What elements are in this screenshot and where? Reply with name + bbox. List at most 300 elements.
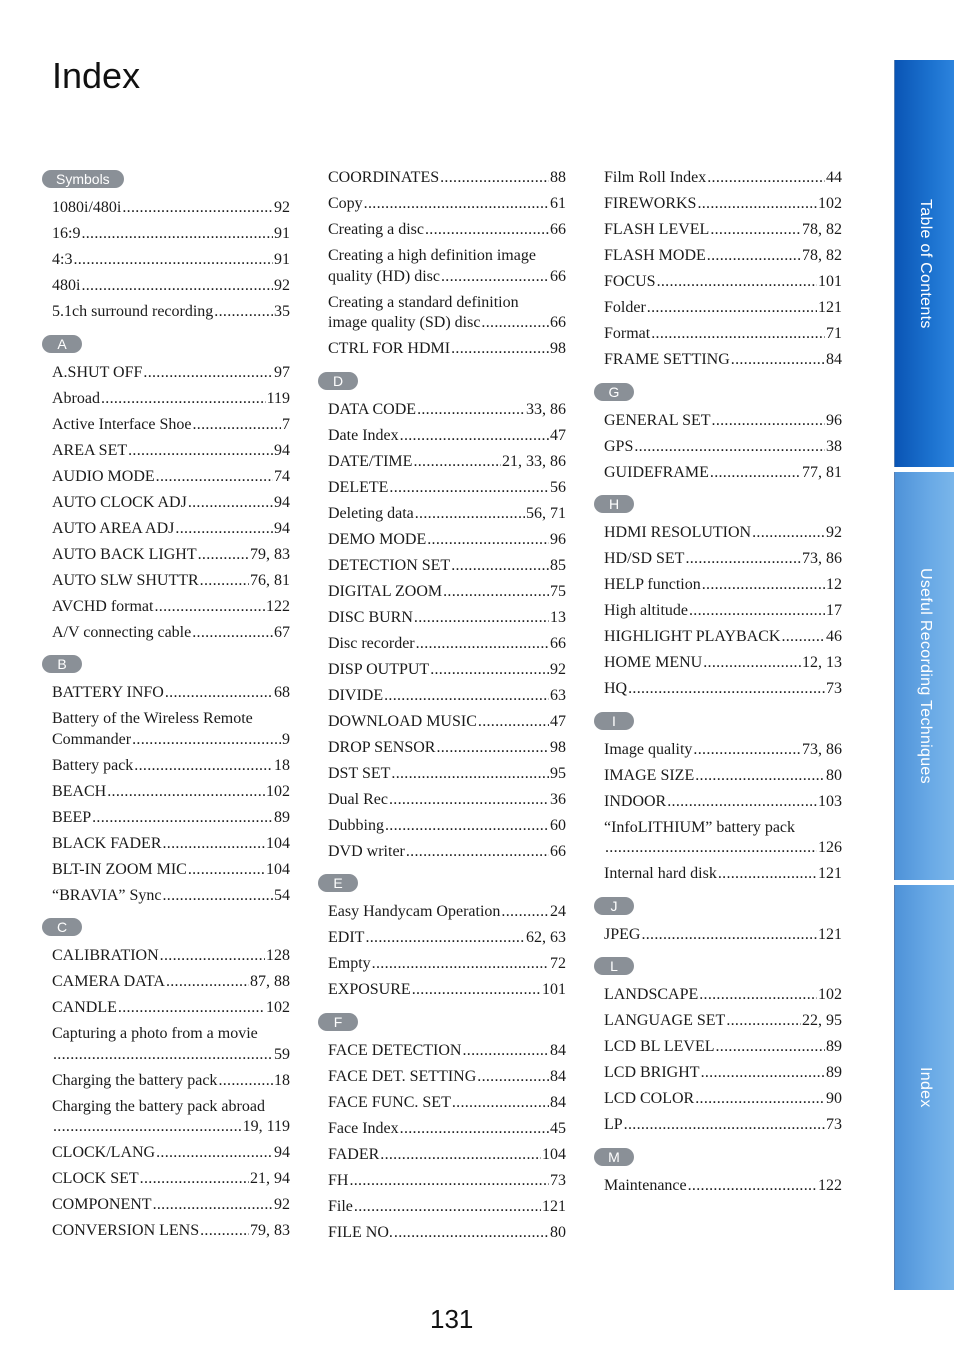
index-entry[interactable] (328, 168, 566, 189)
index-entry[interactable] (604, 411, 842, 432)
index-entry[interactable] (328, 738, 566, 759)
index-entry-pages[interactable]: 94 (274, 519, 290, 537)
index-entry[interactable] (604, 864, 842, 885)
index-entry-pages[interactable]: 60 (550, 816, 566, 834)
index-entry[interactable] (52, 519, 290, 540)
index-entry-line (328, 1171, 566, 1192)
dot-leader (415, 504, 525, 525)
index-entry-pages[interactable]: 61 (550, 195, 566, 212)
index-entry-pages[interactable]: 96 (826, 411, 842, 429)
index-entry-line (328, 954, 566, 975)
index-entry[interactable] (604, 653, 842, 674)
index-entry-pages[interactable]: 80 (550, 1223, 566, 1241)
index-entry[interactable] (328, 1223, 566, 1244)
index-entry-pages[interactable]: 121 (818, 299, 842, 316)
index-entry[interactable] (328, 816, 566, 837)
index-entry-pages[interactable]: 73 (550, 1171, 566, 1189)
index-entry-pages[interactable]: 92 (550, 660, 566, 678)
index-entry-line (328, 712, 566, 733)
index-entry-pages[interactable]: 21, 94 (250, 1170, 290, 1187)
dot-leader (726, 1011, 801, 1032)
index-entry-pages[interactable]: 91 (274, 251, 290, 268)
dot-leader (389, 790, 549, 811)
index-entry-pages[interactable]: 76, 81 (250, 571, 290, 589)
index-entry[interactable] (52, 276, 290, 297)
index-entry[interactable] (328, 530, 566, 551)
index-entry-pages[interactable]: 98 (550, 340, 566, 357)
index-entry-line (328, 556, 566, 577)
index-entry-pages[interactable]: 102 (818, 986, 842, 1003)
index-entry[interactable] (328, 504, 566, 525)
index-entry[interactable] (52, 998, 290, 1019)
index-entry[interactable] (328, 1171, 566, 1192)
index-entry-line (328, 1093, 566, 1114)
index-entry[interactable] (328, 1067, 566, 1088)
dot-leader (192, 623, 273, 644)
index-entry-term: High altitude (604, 602, 688, 619)
index-entry-pages[interactable]: 87, 88 (250, 973, 290, 990)
index-entry-pages[interactable]: 97 (274, 363, 290, 381)
index-entry[interactable] (52, 545, 290, 566)
index-entry-pages[interactable]: 56, 71 (526, 504, 566, 522)
index-entry[interactable] (52, 1071, 290, 1092)
section-letter-badge: F (318, 1013, 358, 1031)
index-entry[interactable] (328, 339, 566, 360)
index-entry[interactable] (604, 1115, 842, 1136)
index-entry-term: 16:9 (52, 225, 81, 242)
index-entry[interactable] (328, 660, 566, 681)
index-entry-pages[interactable]: 12 (826, 576, 842, 593)
index-entry[interactable] (604, 1176, 842, 1197)
index-entry-pages[interactable]: 85 (550, 556, 566, 574)
index-entry-pages[interactable]: 73 (826, 680, 842, 697)
index-entry[interactable] (52, 302, 290, 323)
index-entry-pages[interactable]: 68 (274, 684, 290, 701)
index-entry[interactable] (328, 582, 566, 603)
index-entry-line (328, 686, 566, 707)
index-entry[interactable] (328, 194, 566, 215)
index-entry-line (52, 834, 290, 855)
index-entry-term: Abroad (52, 389, 100, 407)
index-entry-pages[interactable]: 9 (282, 730, 290, 748)
index-entry[interactable] (328, 928, 566, 949)
index-entry[interactable] (328, 686, 566, 707)
index-entry[interactable] (52, 597, 290, 618)
index-entry-pages[interactable]: 92 (274, 1196, 290, 1213)
index-entry[interactable] (604, 792, 842, 813)
index-entry[interactable] (328, 764, 566, 785)
index-entry-pages[interactable]: 79, 83 (250, 545, 290, 563)
index-entry[interactable] (52, 623, 290, 644)
index-entry-pages[interactable]: 121 (818, 865, 842, 882)
index-entry-pages[interactable]: 71 (826, 325, 842, 342)
index-entry-pages[interactable]: 46 (826, 628, 842, 645)
index-entry-pages[interactable]: 102 (818, 195, 842, 212)
dot-leader (143, 363, 273, 384)
dot-leader (710, 463, 801, 484)
index-entry[interactable] (604, 194, 842, 215)
index-entry-pages[interactable]: 59 (274, 1045, 290, 1063)
index-entry-pages[interactable]: 73, 86 (802, 550, 842, 567)
index-entry[interactable] (52, 250, 290, 271)
index-entry-pages[interactable]: 74 (274, 467, 290, 485)
index-entry[interactable] (52, 683, 290, 704)
section-heading (594, 493, 842, 515)
index-entry-pages[interactable]: 17 (826, 602, 842, 619)
index-entry-pages[interactable]: 92 (274, 199, 290, 216)
index-entry-pages[interactable]: 78, 82 (802, 221, 842, 238)
index-entry-pages[interactable]: 121 (542, 1197, 566, 1215)
index-entry-pages[interactable]: 47 (550, 712, 566, 730)
index-entry[interactable] (328, 246, 566, 287)
index-entry-pages[interactable]: 84 (550, 1093, 566, 1111)
index-entry-pages[interactable]: 88 (550, 169, 566, 186)
sidebar-tab-label: Table of Contents (917, 198, 934, 329)
index-entry[interactable] (52, 946, 290, 967)
index-entry-pages[interactable]: 80 (826, 766, 842, 784)
index-entry[interactable] (604, 298, 842, 319)
index-entry[interactable] (604, 324, 842, 345)
index-entry-line (328, 980, 566, 1001)
index-entry-pages[interactable]: 19, 119 (242, 1118, 290, 1135)
index-entry-pages[interactable]: 47 (550, 426, 566, 444)
index-entry-pages[interactable]: 128 (266, 947, 290, 964)
index-entry-line (52, 441, 290, 462)
index-entry-pages[interactable]: 66 (550, 634, 566, 652)
index-entry-line (52, 1071, 290, 1092)
index-entry[interactable] (328, 608, 566, 629)
index-entry-pages[interactable]: 78, 82 (802, 247, 842, 264)
index-entry-pages[interactable]: 33, 86 (526, 400, 566, 418)
index-entry-pages[interactable]: 22, 95 (802, 1012, 842, 1029)
index-entry-term: Deleting data (328, 504, 414, 522)
dot-leader (425, 220, 549, 241)
index-entry[interactable] (328, 954, 566, 975)
dot-leader (634, 437, 825, 458)
index-entry-pages[interactable]: 119 (266, 389, 290, 407)
index-entry-term: EDIT (328, 929, 365, 946)
index-entry-pages[interactable]: 45 (550, 1119, 566, 1137)
index-entry[interactable] (52, 415, 290, 436)
index-entry-term: Internal hard disk (604, 865, 717, 882)
index-entry-pages[interactable]: 54 (274, 886, 290, 904)
index-entry[interactable] (604, 818, 842, 859)
dot-leader (364, 194, 549, 215)
index-entry[interactable] (328, 400, 566, 421)
index-entry[interactable] (604, 1063, 842, 1084)
index-entry-pages[interactable]: 35 (274, 303, 290, 320)
index-entry-pages[interactable]: 84 (826, 351, 842, 368)
index-entry-line (52, 782, 290, 803)
sidebar-tab-table-of-contents[interactable] (894, 60, 954, 467)
index-entry[interactable] (52, 467, 290, 488)
index-entry-pages[interactable]: 77, 81 (802, 463, 842, 481)
index-entry-pages[interactable]: 102 (266, 999, 290, 1016)
index-entry-pages[interactable]: 98 (550, 738, 566, 756)
dot-leader (394, 1223, 549, 1244)
index-entry-pages[interactable]: 7 (282, 415, 290, 433)
index-entry-pages[interactable]: 66 (550, 221, 566, 238)
index-column-1 (52, 168, 290, 1252)
index-entry[interactable] (604, 272, 842, 293)
dot-leader (140, 1169, 249, 1190)
index-entry[interactable] (328, 790, 566, 811)
index-entry-pages[interactable]: 90 (826, 1090, 842, 1107)
index-entry-term: COMPONENT (52, 1196, 152, 1213)
index-entry-pages[interactable]: 89 (826, 1038, 842, 1055)
index-entry[interactable] (328, 712, 566, 733)
index-entry[interactable] (52, 198, 290, 219)
index-entry[interactable] (52, 493, 290, 514)
index-entry-pages[interactable]: 13 (550, 608, 566, 626)
index-entry[interactable] (52, 756, 290, 777)
index-entry[interactable] (52, 972, 290, 993)
index-entry-pages[interactable]: 66 (550, 314, 566, 331)
index-entry[interactable] (328, 1197, 566, 1218)
index-entry-term: BEEP (52, 808, 92, 826)
index-entry-pages[interactable]: 122 (266, 597, 290, 615)
index-entry-pages[interactable]: 63 (550, 686, 566, 704)
index-entry-pages[interactable]: 92 (274, 277, 290, 294)
index-entry[interactable] (328, 1119, 566, 1140)
index-entry-pages[interactable]: 66 (550, 842, 566, 860)
index-entry[interactable] (604, 925, 842, 946)
index-entry[interactable] (604, 168, 842, 189)
index-entry-pages[interactable]: 122 (818, 1176, 842, 1194)
dot-leader (188, 493, 273, 514)
index-entry-term: AREA SET (52, 441, 128, 459)
index-entry[interactable] (328, 452, 566, 473)
index-entry-pages[interactable]: 95 (550, 764, 566, 782)
index-entry-pages[interactable]: 24 (550, 903, 566, 920)
index-entry[interactable] (328, 426, 566, 447)
index-entry-pages[interactable]: 18 (274, 756, 290, 774)
index-entry-pages[interactable]: 75 (550, 582, 566, 600)
index-entry[interactable] (52, 808, 290, 829)
index-entry[interactable] (52, 1195, 290, 1216)
index-entry-pages[interactable]: 104 (266, 834, 290, 852)
index-entry-term: DST SET (328, 764, 391, 782)
sidebar-tab-index[interactable] (894, 885, 954, 1290)
dot-leader (200, 1221, 249, 1242)
index-entry[interactable] (328, 842, 566, 863)
dot-leader (166, 972, 249, 993)
index-entry-term: Face Index (328, 1119, 399, 1137)
index-entry-term: FACE FUNC. SET (328, 1093, 451, 1111)
index-entry-pages[interactable]: 73, 86 (802, 740, 842, 758)
index-entry-line (52, 571, 290, 592)
dot-leader (481, 313, 549, 334)
index-entry[interactable] (52, 886, 290, 907)
index-entry-pages[interactable]: 89 (274, 808, 290, 826)
index-entry-pages[interactable]: 62, 63 (526, 929, 566, 946)
index-entry-pages[interactable]: 79, 83 (250, 1222, 290, 1239)
index-section (604, 168, 842, 371)
index-entry-pages[interactable]: 91 (274, 225, 290, 242)
dot-leader (160, 946, 265, 967)
dot-leader (175, 519, 273, 540)
index-entry[interactable] (604, 575, 842, 596)
dot-leader (452, 1093, 549, 1114)
dot-leader (647, 298, 817, 319)
index-entry[interactable] (604, 601, 842, 622)
index-entry[interactable] (604, 740, 842, 761)
index-entry[interactable] (52, 834, 290, 855)
index-entry-line (604, 679, 842, 700)
index-entry[interactable] (604, 679, 842, 700)
dot-leader (400, 1119, 549, 1140)
index-entry-term: Maintenance (604, 1176, 687, 1194)
dot-leader (391, 764, 549, 785)
index-entry-pages[interactable]: 102 (266, 782, 290, 800)
index-entry[interactable] (604, 350, 842, 371)
section-letter-badge: A (42, 335, 82, 353)
index-entry[interactable] (52, 363, 290, 384)
index-entry-line (604, 1176, 842, 1197)
index-entry-pages[interactable]: 104 (266, 860, 290, 878)
index-entry-pages[interactable]: 67 (274, 623, 290, 641)
index-entry-pages[interactable]: 36 (550, 790, 566, 808)
index-entry[interactable] (52, 1143, 290, 1164)
index-entry[interactable] (604, 437, 842, 458)
index-entry-pages[interactable]: 73 (826, 1116, 842, 1133)
index-entry-pages[interactable]: 18 (274, 1071, 290, 1089)
index-entry[interactable] (52, 1097, 290, 1138)
index-entry-line (328, 738, 566, 759)
index-entry-pages[interactable]: 72 (550, 955, 566, 972)
index-entry-line (604, 740, 842, 761)
index-entry[interactable] (328, 293, 566, 334)
index-entry-line (52, 198, 290, 219)
index-entry[interactable] (52, 709, 290, 750)
index-entry-term: DEMO MODE (328, 530, 427, 548)
index-entry-line (604, 653, 842, 674)
index-entry[interactable] (604, 463, 842, 484)
index-entry[interactable] (604, 220, 842, 241)
index-entry[interactable] (52, 1221, 290, 1242)
index-entry[interactable] (604, 523, 842, 544)
index-entry[interactable] (328, 1041, 566, 1062)
dot-leader (128, 441, 273, 462)
section-heading (318, 1011, 566, 1033)
index-entry-line (604, 324, 842, 345)
index-entry-line (604, 220, 842, 241)
index-entry-pages[interactable]: 94 (274, 1144, 290, 1161)
index-entry-term: LCD BL LEVEL (604, 1038, 715, 1055)
index-section (328, 1011, 566, 1244)
index-entry-pages[interactable]: 56 (550, 478, 566, 496)
index-entry-pages[interactable]: 101 (542, 981, 566, 998)
index-entry-pages[interactable]: 92 (826, 524, 842, 541)
index-entry[interactable] (52, 1169, 290, 1190)
dot-leader (628, 679, 825, 700)
section-letter-badge: H (594, 495, 634, 513)
index-entry-term: BLACK FADER (52, 834, 162, 852)
index-entry[interactable] (52, 782, 290, 803)
sidebar-tab-useful-recording-techniques[interactable] (894, 472, 954, 880)
dot-leader (53, 1045, 273, 1066)
dot-leader (162, 886, 273, 907)
index-entry-pages[interactable]: 12, 13 (802, 654, 842, 671)
index-section (328, 370, 566, 863)
index-entry-pages[interactable]: 103 (818, 792, 842, 810)
index-entry[interactable] (52, 571, 290, 592)
index-entry-pages[interactable]: 101 (818, 273, 842, 290)
index-entry[interactable] (328, 556, 566, 577)
index-entry-term: FH (328, 1171, 349, 1189)
section-letter-badge: C (42, 918, 82, 936)
index-entry-pages[interactable]: 21, 33, 86 (502, 452, 566, 470)
index-entry-pages[interactable]: 121 (818, 925, 842, 943)
index-entry-pages[interactable]: 104 (542, 1145, 566, 1163)
index-entry-term-line: Creating a standard definition (328, 293, 519, 311)
index-entry[interactable] (604, 1089, 842, 1110)
index-entry-pages[interactable]: 89 (826, 1064, 842, 1081)
index-entry-pages[interactable]: 84 (550, 1041, 566, 1059)
index-entry-line (52, 493, 290, 514)
index-entry-term: A/V connecting cable (52, 623, 192, 641)
index-entry-term: AVCHD format (52, 597, 154, 615)
index-entry-term: LCD COLOR (604, 1090, 695, 1107)
index-entry-pages[interactable]: 126 (818, 839, 842, 856)
index-entry[interactable] (604, 246, 842, 267)
index-entry[interactable] (604, 1037, 842, 1058)
index-entry-pages[interactable]: 66 (550, 267, 566, 285)
index-entry[interactable] (328, 220, 566, 241)
index-section (52, 168, 290, 323)
index-entry-pages[interactable]: 96 (550, 530, 566, 548)
index-entry-pages[interactable]: 38 (826, 437, 842, 455)
index-entry[interactable] (604, 549, 842, 570)
index-entry[interactable] (604, 1011, 842, 1032)
index-entry-term: FRAME SETTING (604, 351, 730, 368)
index-entry[interactable] (604, 985, 842, 1006)
section-letter-badge: L (594, 957, 634, 975)
dot-leader (414, 608, 549, 629)
dot-leader (154, 597, 265, 618)
index-entry-pages[interactable]: 94 (274, 441, 290, 459)
index-entry-line (328, 194, 566, 215)
index-entry[interactable] (328, 1145, 566, 1166)
index-entry-term: “BRAVIA” Sync (52, 886, 162, 904)
index-entry-pages[interactable]: 44 (826, 169, 842, 186)
index-entry-term: Date Index (328, 426, 399, 444)
index-entry[interactable] (604, 627, 842, 648)
index-entry-line (604, 1011, 842, 1032)
index-entry[interactable] (52, 224, 290, 245)
index-entry[interactable] (52, 441, 290, 462)
index-entry[interactable] (52, 1024, 290, 1065)
index-entry[interactable] (328, 634, 566, 655)
index-entry-line (52, 597, 290, 618)
index-entry-term: HOME MENU (604, 654, 703, 671)
index-entry-term: HELP function (604, 576, 701, 593)
index-entry[interactable] (328, 478, 566, 499)
index-entry-pages[interactable]: 94 (274, 493, 290, 511)
index-entry[interactable] (604, 766, 842, 787)
dot-leader (101, 389, 266, 410)
index-entry[interactable] (52, 860, 290, 881)
index-entry[interactable] (328, 902, 566, 923)
index-entry[interactable] (52, 389, 290, 410)
index-entry-line (52, 415, 290, 436)
page-title: Index (52, 55, 141, 96)
index-entry[interactable] (328, 980, 566, 1001)
index-entry-pages[interactable]: 84 (550, 1067, 566, 1085)
index-entry-term: Image quality (604, 740, 693, 758)
index-entry-term: A.SHUT OFF (52, 363, 143, 381)
index-entry[interactable] (328, 1093, 566, 1114)
